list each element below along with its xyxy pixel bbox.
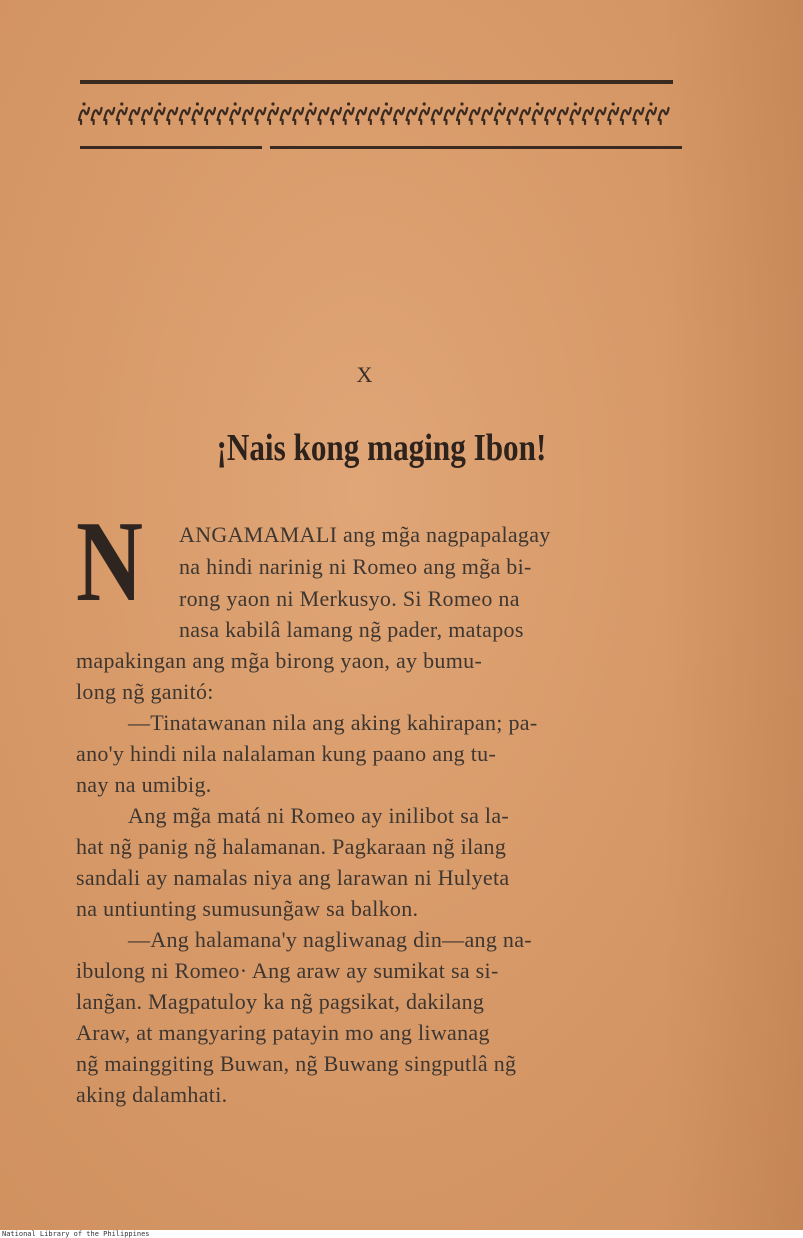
body-line: ibulong ni Romeo· Ang araw ay sumikat sa si- <box>76 958 499 983</box>
drop-cap: N <box>76 498 144 626</box>
body-line: Ang mg̃a matá ni Romeo ay inilibot sa la- <box>128 803 510 828</box>
body-line: mapakingan ang mg̃a birong yaon, ay bumu- <box>76 648 483 673</box>
body-line: ng̃ mainggiting Buwan, ng̃ Buwang singputlâ ng̃ <box>76 1051 517 1076</box>
body-line: nasa kabilâ lamang ng̃ pader, matapos <box>179 617 524 642</box>
body-line: aking dalamhati. <box>76 1082 228 1107</box>
body-line: rong yaon ni Merkusyo. Si Romeo na <box>179 586 520 611</box>
body-line: Araw, at mangyaring patayin mo ang liwanag <box>76 1020 490 1045</box>
body-line: lang̃an. Magpatuloy ka ng̃ pagsikat, dakilang <box>76 989 485 1014</box>
body-line: long ng̃ ganitó: <box>76 679 214 704</box>
body-line: hat ng̃ panig ng̃ halamanan. Pagkaraan ng̃ ilang <box>76 834 507 859</box>
body-line: —Ang halamana'y nagliwanag din—ang na- <box>128 927 532 952</box>
header-rule-bottom-right <box>270 146 682 149</box>
footer-label: National Library of the Philippines <box>2 1230 150 1238</box>
header-rule-top <box>80 80 673 84</box>
body-line: na untiunting sumusung̃aw sa balkon. <box>76 896 419 921</box>
body-line: na hindi narinig ni Romeo ang mg̃a bi- <box>179 554 532 579</box>
chapter-title: ¡Nais kong maging Ibon! <box>216 427 547 469</box>
body-line: nay na umibig. <box>76 772 212 797</box>
body-line: ANGAMAMALI ang mg̃a nagpapalagay <box>179 522 551 547</box>
chapter-numeral: X <box>356 362 374 387</box>
footer-bar <box>0 1230 803 1238</box>
ornamental-border <box>78 96 682 130</box>
body-line: ano'y hindi nila nalalaman kung paano ang tu- <box>76 741 497 766</box>
body-line: —Tinatawanan nila ang aking kahirapan; pa- <box>128 710 538 735</box>
header-rule-bottom-left <box>80 146 262 149</box>
body-line: sandali ay namalas niya ang larawan ni Hulyeta <box>76 865 510 890</box>
